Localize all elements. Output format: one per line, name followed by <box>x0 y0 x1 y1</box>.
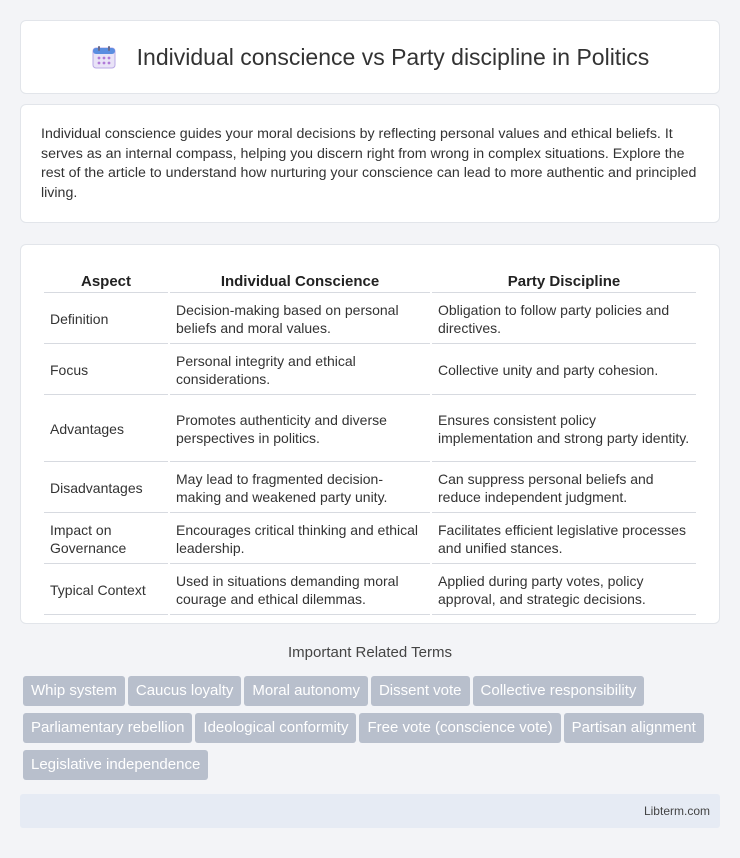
header-party-discipline: Party Discipline <box>432 267 696 293</box>
related-tag[interactable]: Dissent vote <box>371 676 470 706</box>
table-row <box>44 566 696 615</box>
row-aspect: Disadvantages <box>44 464 168 513</box>
footer <box>20 794 720 828</box>
row-party: Collective unity and party cohesion. <box>432 346 696 395</box>
row-individual: Used in situations demanding moral courage and ethical dilemmas. <box>170 566 430 615</box>
row-aspect: Advantages <box>44 397 168 462</box>
comparison-table <box>42 265 698 617</box>
related-tag[interactable]: Partisan alignment <box>564 713 704 743</box>
row-aspect: Definition <box>44 295 168 344</box>
row-aspect: Impact on Governance <box>44 515 168 564</box>
related-tag[interactable]: Parliamentary rebellion <box>23 713 192 743</box>
table-row <box>44 295 696 344</box>
row-individual: Personal integrity and ethical considerations. <box>170 346 430 395</box>
related-tag[interactable]: Whip system <box>23 676 125 706</box>
related-terms-title: Important Related Terms <box>288 644 452 661</box>
related-tag[interactable]: Collective responsibility <box>473 676 645 706</box>
calendar-icon <box>91 44 117 70</box>
row-party: Facilitates efficient legislative processes and unified stances. <box>432 515 696 564</box>
row-party: Applied during party votes, policy approval, and strategic decisions. <box>432 566 696 615</box>
row-aspect: Typical Context <box>44 566 168 615</box>
table-header-row <box>44 267 696 293</box>
intro-card <box>20 104 720 223</box>
row-individual: Encourages critical thinking and ethical leadership. <box>170 515 430 564</box>
related-tag[interactable]: Moral autonomy <box>244 676 368 706</box>
page-title: Individual conscience vs Party discipline in Politics <box>136 43 650 70</box>
table-row <box>44 346 696 395</box>
table-row <box>44 397 696 462</box>
row-party: Ensures consistent policy implementation and strong party identity. <box>432 397 696 462</box>
header-aspect: Aspect <box>44 267 168 293</box>
table-row <box>44 515 696 564</box>
comparison-table-card <box>20 244 720 624</box>
row-party: Obligation to follow party policies and directives. <box>432 295 696 344</box>
related-terms-list <box>23 676 723 787</box>
footer-link[interactable]: Libterm.com <box>643 804 710 818</box>
row-individual: May lead to fragmented decision-making and weakened party unity. <box>170 464 430 513</box>
table-row <box>44 464 696 513</box>
related-tag[interactable]: Free vote (conscience vote) <box>359 713 560 743</box>
row-individual: Decision-making based on personal beliefs and moral values. <box>170 295 430 344</box>
row-individual: Promotes authenticity and diverse perspectives in politics. <box>170 397 430 462</box>
related-tag[interactable]: Ideological conformity <box>195 713 356 743</box>
related-tag[interactable]: Caucus loyalty <box>128 676 242 706</box>
related-tag[interactable]: Legislative independence <box>23 750 208 780</box>
intro-text: Individual conscience guides your moral decisions by reflecting personal values and ethical beliefs. It serves as an internal compass, helping you discern right from wrong in complex situations. Explore the rest of the article to understand how nurturing your conscience can lead to more authentic and principled living. <box>41 126 697 201</box>
header-individual-conscience: Individual Conscience <box>170 267 430 293</box>
header-card <box>20 20 720 94</box>
row-party: Can suppress personal beliefs and reduce independent judgment. <box>432 464 696 513</box>
row-aspect: Focus <box>44 346 168 395</box>
